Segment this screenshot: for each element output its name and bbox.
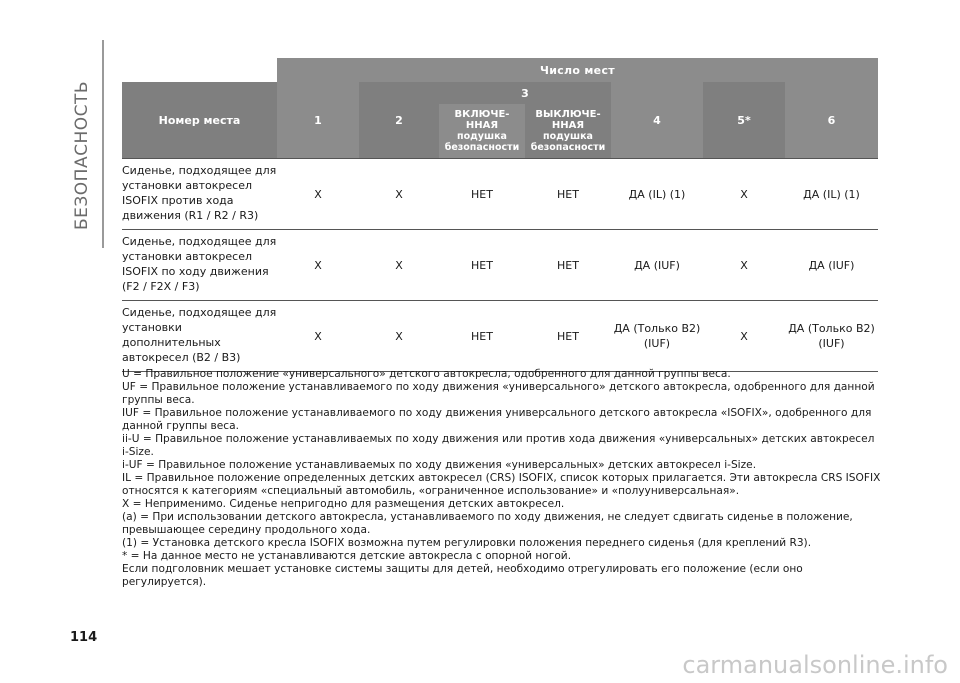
col-header-5: 5* — [703, 82, 785, 159]
cell-seat-4: ДА (IL) (1) — [611, 159, 703, 230]
cell-seat-5: X — [703, 301, 785, 372]
col-header-2: 2 — [359, 82, 439, 159]
side-divider — [102, 40, 104, 248]
cell-seat-6: ДА (IUF) — [785, 230, 878, 301]
watermark: carmanualsonline.info — [682, 651, 948, 679]
table-row — [122, 301, 878, 372]
header-corner — [122, 58, 277, 82]
row-label: Сиденье, подходящее для установки дополнительных автокресел (B2 / B3) — [122, 301, 277, 372]
cell-seat-2: X — [359, 159, 439, 230]
airbag-on-title: ВКЛЮЧЕ- ННАЯ — [454, 109, 510, 131]
airbag-on-header — [439, 104, 525, 159]
legend-notes — [122, 368, 882, 589]
cell-seat-1: X — [277, 159, 359, 230]
legend-item: IL = Правильное положение определенных детских автокресел (CRS) ISOFIX, список которых прилагается. Эти автокресла CRS ISOFIX относятся к категориям «специальный автомобиль, «ограниченное использование» и «полууниверсальная». — [122, 472, 881, 497]
cell-seat-3-airbag-on: НЕТ — [439, 230, 525, 301]
cell-seat-6: ДА (Только B2) (IUF) — [785, 301, 878, 372]
legend-item: ii-U = Правильное положение устанавливаемых по ходу движения или против хода движения «универсальных» детских автокресел i-Size. — [122, 433, 875, 458]
cell-seat-3-airbag-off: НЕТ — [525, 301, 611, 372]
airbag-off-title: ВЫКЛЮЧЕ- ННАЯ — [535, 109, 601, 131]
col-header-3: 3 — [439, 82, 611, 104]
child-seat-table — [122, 58, 878, 372]
cell-seat-4: ДА (IUF) — [611, 230, 703, 301]
page-number: 114 — [70, 630, 98, 645]
cell-seat-4: ДА (Только B2) (IUF) — [611, 301, 703, 372]
legend-item: (1) = Установка детского кресла ISOFIX возможна путем регулировки положения переднего сиденья (для креплений R3). — [122, 537, 812, 549]
col-header-1: 1 — [277, 82, 359, 159]
airbag-on-sub: подушка безопасности — [444, 131, 520, 153]
col-header-4: 4 — [611, 82, 703, 159]
table-row — [122, 230, 878, 301]
legend-item: U = Правильное положение «универсального» детского автокресла, одобренного для данной группы веса. — [122, 368, 731, 380]
cell-seat-2: X — [359, 301, 439, 372]
section-title-text: БЕЗОПАСНОСТЬ — [72, 80, 92, 230]
seat-number-label: Номер места — [122, 82, 277, 159]
cell-seat-1: X — [277, 230, 359, 301]
table-row — [122, 159, 878, 230]
cell-seat-3-airbag-on: НЕТ — [439, 301, 525, 372]
airbag-off-header — [525, 104, 611, 159]
cell-seat-3-airbag-off: НЕТ — [525, 230, 611, 301]
legend-item: (a) = При использовании детского автокресла, устанавливаемого по ходу движения, не следует сдвигать сиденье в положение, превышающее середину продольного хода. — [122, 511, 853, 536]
cell-seat-3-airbag-on: НЕТ — [439, 159, 525, 230]
legend-item: UF = Правильное положение устанавливаемого по ходу движения «универсального» детского автокресла, одобренного для данной группы веса. — [122, 381, 875, 406]
cell-seat-1: X — [277, 301, 359, 372]
legend-item: X = Неприменимо. Сиденье непригодно для размещения детских автокресел. — [122, 498, 565, 510]
airbag-off-sub: подушка безопасности — [530, 131, 606, 153]
row-label: Сиденье, подходящее для установки автокресел ISOFIX против хода движения (R1 / R2 / R3) — [122, 159, 277, 230]
cell-seat-5: X — [703, 230, 785, 301]
cell-seat-3-airbag-off: НЕТ — [525, 159, 611, 230]
legend-item: Если подголовник мешает установке системы защиты для детей, необходимо отрегулировать его положение (если оно регулируется). — [122, 563, 803, 588]
cell-seat-5: X — [703, 159, 785, 230]
group-title: Число мест — [277, 58, 878, 82]
cell-seat-2: X — [359, 230, 439, 301]
legend-item: * = На данное место не устанавливаются детские автокресла с опорной ногой. — [122, 550, 572, 562]
legend-item: i-UF = Правильное положение устанавливаемых по ходу движения «универсальных» детских автокресел i-Size. — [122, 459, 757, 471]
legend-item: IUF = Правильное положение устанавливаемого по ходу движения универсального детского автокресла «ISOFIX», одобренного для данной группы веса. — [122, 407, 872, 432]
cell-seat-6: ДА (IL) (1) — [785, 159, 878, 230]
row-label: Сиденье, подходящее для установки автокресел ISOFIX по ходу движения (F2 / F2X / F3) — [122, 230, 277, 301]
col-header-6: 6 — [785, 82, 878, 159]
